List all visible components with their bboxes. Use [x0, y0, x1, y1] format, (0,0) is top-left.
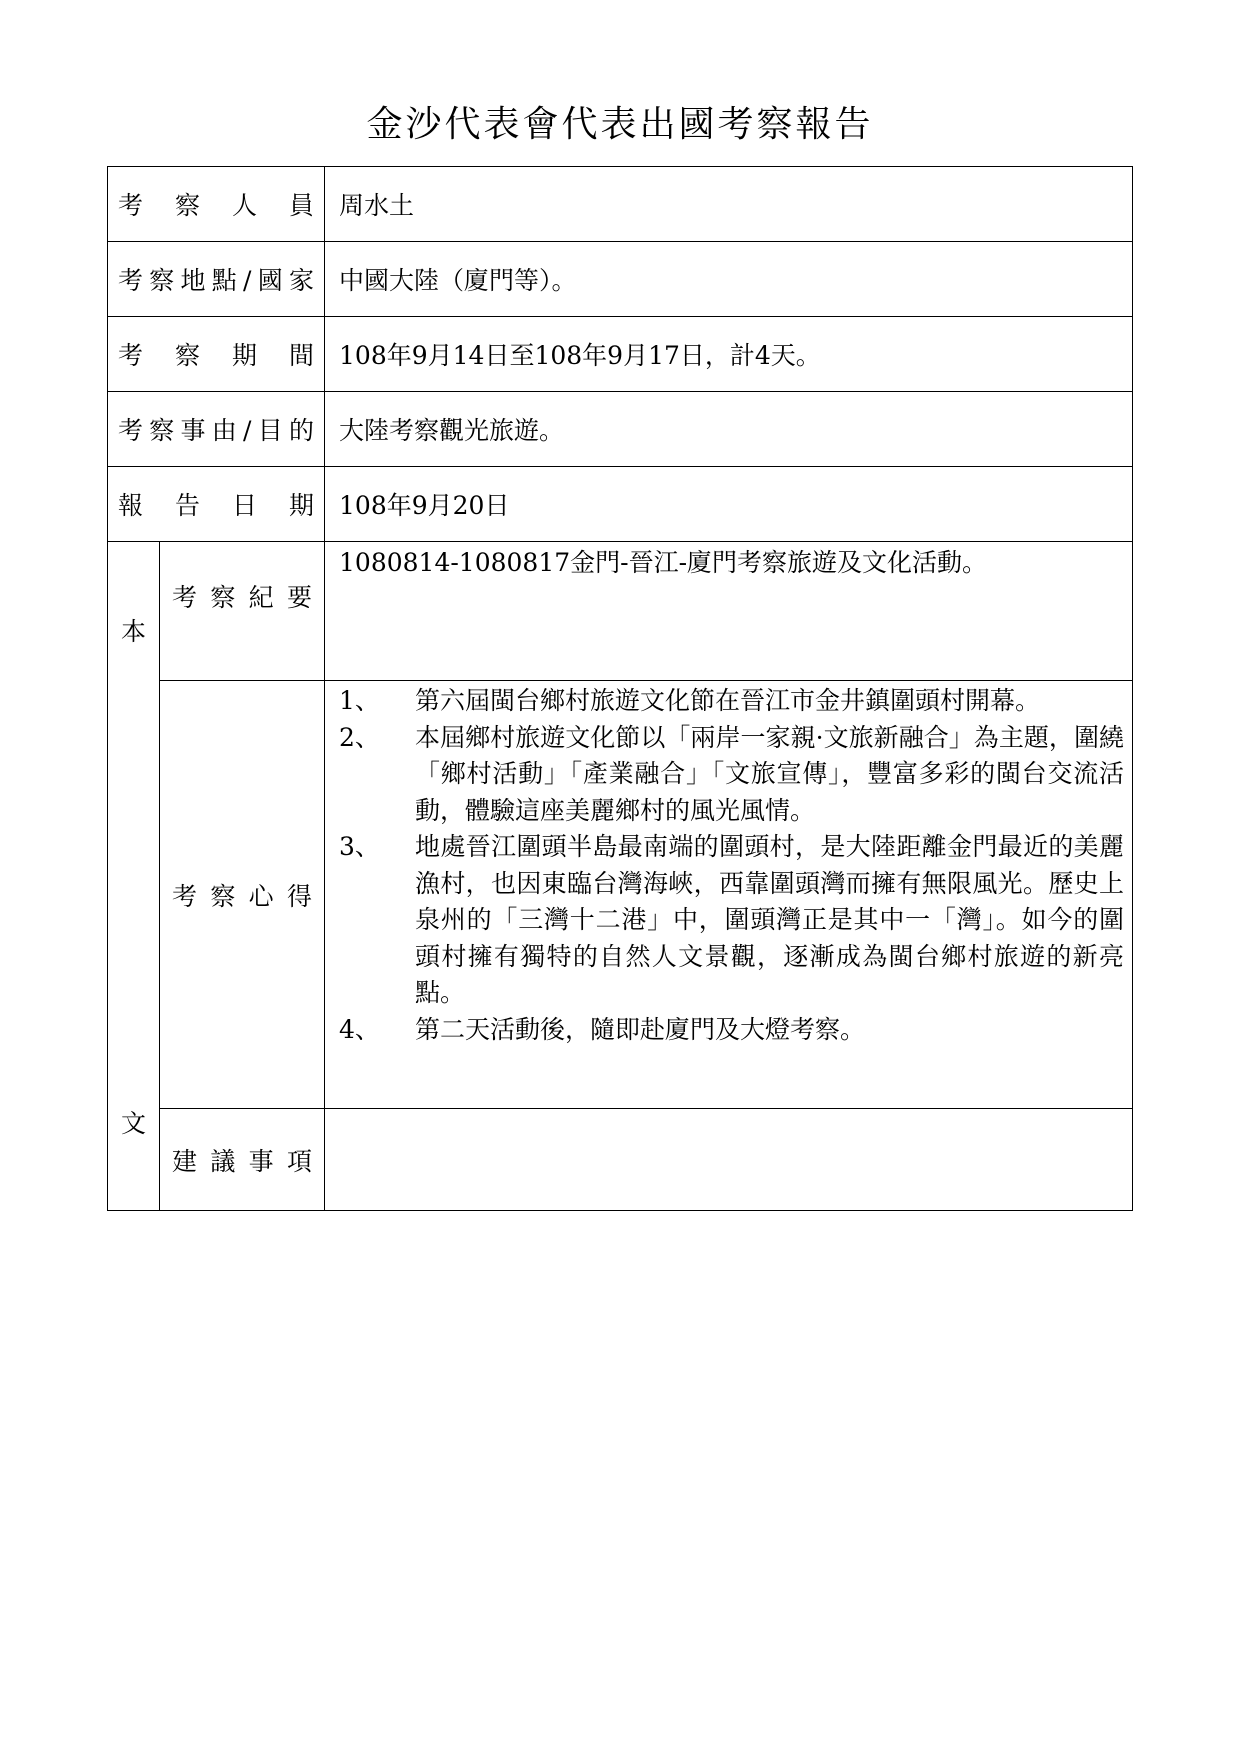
list-item-text: 第二天活動後，隨即赴廈門及大燈考察。	[415, 1014, 866, 1044]
value-suggestions	[325, 1109, 1133, 1211]
page-title: 金沙代表會代表出國考察報告	[366, 104, 874, 145]
body-side-label	[108, 542, 160, 1211]
side-char-bottom: 文	[120, 1109, 146, 1138]
row-purpose	[108, 392, 1133, 467]
report-table	[107, 166, 1133, 1211]
row-inspector	[108, 167, 1133, 242]
row-suggestions	[108, 1109, 1133, 1211]
label-purpose: 考察事由/目的	[108, 392, 325, 467]
label-summary: 考察紀要	[160, 542, 325, 681]
label-inspector: 考察人員	[108, 167, 325, 242]
row-summary	[108, 542, 1133, 681]
row-insights	[108, 681, 1133, 1109]
value-location: 中國大陸（廈門等）。	[325, 242, 1133, 317]
value-summary: 1080814-1080817金門-晉江-廈門考察旅遊及文化活動。	[325, 542, 1133, 681]
list-item-number: 3、	[339, 832, 380, 861]
list-item-number: 1、	[339, 686, 380, 715]
list-item-text: 地處晉江圍頭半島最南端的圍頭村，是大陸距離金門最近的美麗漁村，也因東臨台灣海峽，西靠圍頭灣而擁有無限風光。歷史上泉州的「三灣十二港」中，圍頭灣正是其中一「灣」。如今的圍頭村擁有獨特的自然人文景觀，逐漸成為閩台鄉村旅遊的新亮點。	[415, 832, 1124, 1007]
value-purpose: 大陸考察觀光旅遊。	[325, 392, 1133, 467]
list-item	[339, 829, 1124, 1012]
row-location	[108, 242, 1133, 317]
label-insights: 考察心得	[160, 681, 325, 1109]
list-item	[339, 683, 1124, 720]
value-inspector: 周水土	[325, 167, 1133, 242]
list-item-text: 第六屆閩台鄉村旅遊文化節在晉江市金井鎮圍頭村開幕。	[415, 686, 1041, 715]
list-item	[339, 720, 1124, 830]
row-period	[108, 317, 1133, 392]
side-char-top: 本	[120, 617, 146, 646]
label-period: 考察期間	[108, 317, 325, 392]
insights-list	[339, 683, 1124, 1048]
list-item-number: 4、	[339, 1014, 380, 1044]
value-report-date: 108年9月20日	[325, 467, 1133, 542]
row-report-date	[108, 467, 1133, 542]
value-insights	[325, 681, 1133, 1109]
value-period: 108年9月14日至108年9月17日，計4天。	[325, 317, 1133, 392]
label-suggestions: 建議事項	[160, 1109, 325, 1211]
label-report-date: 報告日期	[108, 467, 325, 542]
list-item-number: 2、	[339, 722, 380, 752]
label-location: 考察地點/國家	[108, 242, 325, 317]
list-item	[339, 1012, 1124, 1049]
list-item-text: 本屆鄉村旅遊文化節以「兩岸一家親·文旅新融合」為主題，圍繞「鄉村活動」「產業融合」「文旅宣傳」，豐富多彩的閩台交流活動，體驗這座美麗鄉村的風光風情。	[415, 722, 1124, 825]
